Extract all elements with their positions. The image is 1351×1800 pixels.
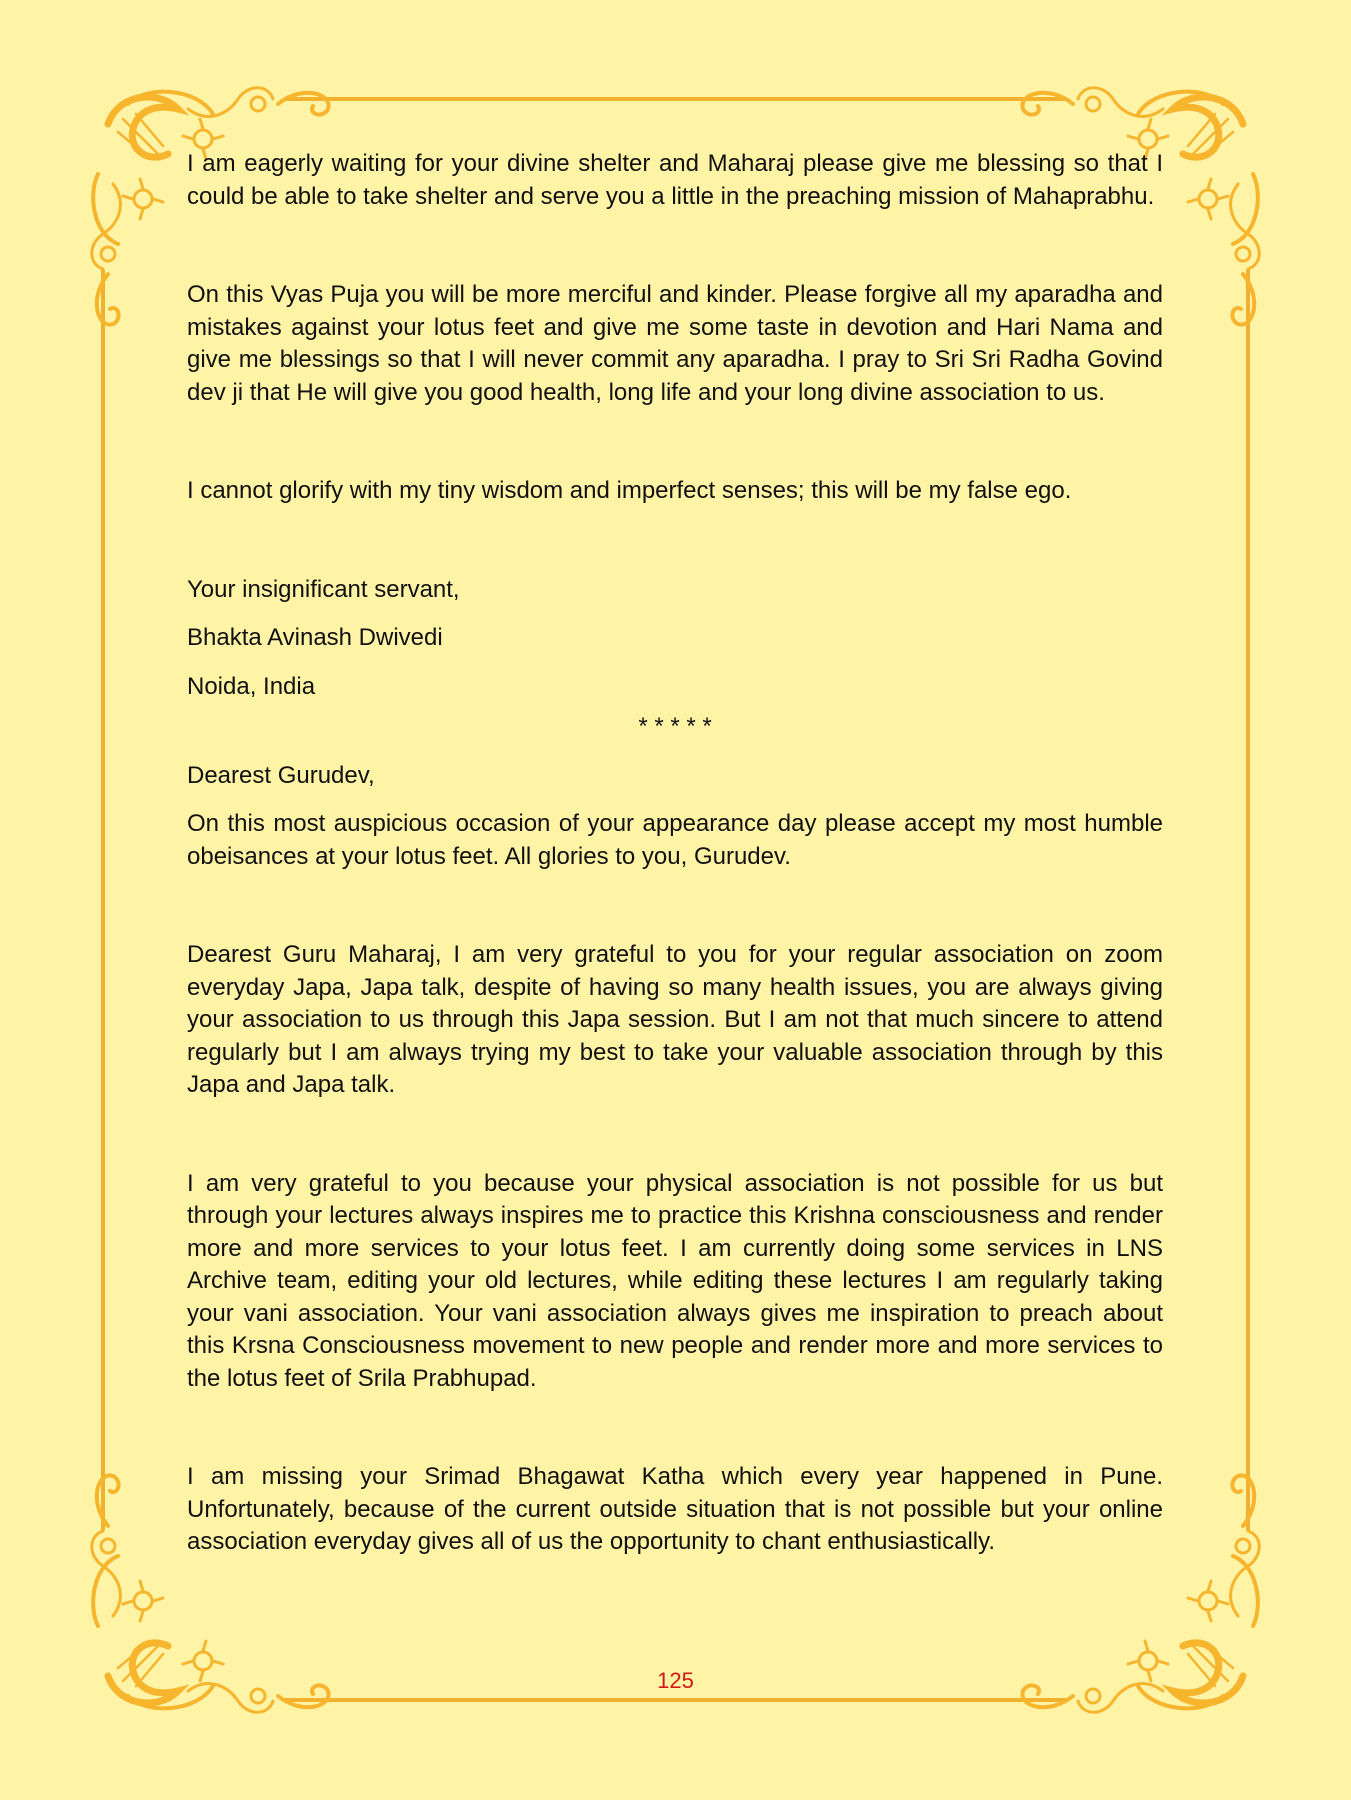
signature-name: Bhakta Avinash Dwivedi [187, 624, 443, 651]
paragraph-japa-association: Dearest Guru Maharaj, I am very grateful to you for your regular association on zoom everyday Japa, Japa talk, despite of having so many health issues, you are always giving your association to us through this Japa session. But I am not that much sincere to attend regularly but I am always trying my best to take your valuable association through by this Japa and Japa talk. [187, 941, 1163, 1098]
paragraph-shelter: I am eagerly waiting for your divine shelter and Maharaj please give me blessing so that I could be able to take shelter and serve you a little in the preaching mission of Mahaprabhu. [187, 150, 1163, 210]
paragraph-bhagawat-katha: I am missing your Srimad Bhagawat Katha which every year happened in Pune. Unfortunately, because of the current outside situation that is not possible but your online association everyday gives all of us the opportunity to chant enthusiastically. [187, 1463, 1163, 1555]
signature-location: Noida, India [187, 672, 316, 700]
salutation: Dearest Gurudev, [187, 761, 375, 789]
paragraph-glorify: I cannot glorify with my tiny wisdom and imperfect senses; this will be my false ego. [187, 477, 1072, 504]
section-separator: * * * * * [638, 713, 712, 740]
page-number: 125 [657, 1668, 694, 1693]
letter-content [187, 148, 1163, 1559]
paragraph-lectures: I am very grateful to you because your physical association is not possible for us but through your lectures always inspires me to practice this Krishna consciousness and render more and more services to your lotus feet. I am currently doing some services in LNS Archive team, editing your old lectures, while editing these lectures I am regularly taking your vani association. Your vani association always gives me inspiration to preach about this Krsna Consciousness movement to new people and render more and more services to the lotus feet of Srila Prabhupad. [187, 1169, 1163, 1392]
signature-closing: Your insignificant servant, [187, 575, 460, 603]
paragraph-appearance-day: On this most auspicious occasion of your appearance day please accept my most humble obeisances at your lotus feet. All glories to you, Gurudev. [187, 810, 1163, 870]
paragraph-vyas-puja: On this Vyas Puja you will be more merciful and kinder. Please forgive all my aparadha and mistakes against your lotus feet and give me some taste in devotion and Hari Nama and give me blessings so that I will never commit any aparadha. I pray to Sri Sri Radha Govind dev ji that He will give you good health, long life and your long divine association to us. [187, 281, 1163, 406]
